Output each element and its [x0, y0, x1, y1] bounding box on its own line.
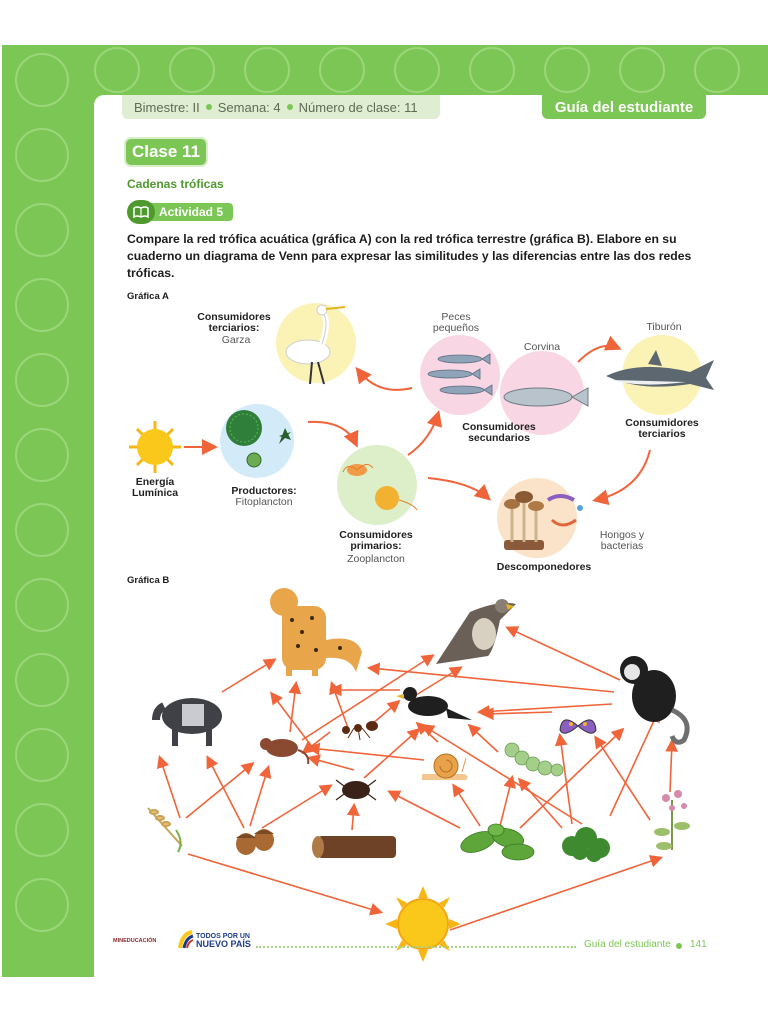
fungi-bacteria-name: Hongos y bacterias	[599, 529, 645, 552]
jaguar-icon	[270, 588, 362, 676]
primary-consumers-title: Consumidores primarios:	[339, 529, 413, 552]
ant-icon	[342, 721, 378, 740]
book-icon	[127, 200, 155, 224]
shark-name: Tiburón	[646, 321, 682, 333]
activity-label: Actividad 5	[145, 203, 233, 221]
snail-icon	[422, 754, 468, 780]
tertiary-consumers-heron-title: Consumidores terciarios:	[197, 311, 271, 334]
zooplankton-bubble	[337, 445, 417, 525]
corvina-name: Corvina	[523, 341, 561, 353]
class-number-label: Número de clase: 11	[298, 99, 418, 115]
footer-guide-label: Guía del estudiante	[584, 939, 671, 950]
section-subtitle: Cadenas tróficas	[127, 177, 224, 191]
light-energy-title: Energía Lumínica	[131, 476, 179, 499]
tapir-icon	[156, 698, 222, 746]
sun-icon	[385, 886, 461, 962]
mineducacion-logo: MINEDUCACIÓN	[113, 938, 157, 944]
acorn-icon	[236, 829, 274, 855]
log-icon	[312, 836, 396, 858]
guide-tab: Guía del estudiante	[542, 95, 706, 119]
tertiary-consumers-title: Consumidores terciarios	[625, 417, 699, 440]
monkey-icon	[620, 656, 687, 742]
zooplankton-name: Zooplancton	[347, 553, 405, 565]
todos-por-un-nuevo-pais-logo	[196, 933, 251, 949]
colombia-flag-icon	[178, 930, 194, 950]
semana-label: Semana: 4	[217, 99, 281, 115]
footer-dot	[676, 943, 682, 949]
sun-icon	[129, 421, 181, 473]
footer-divider	[256, 946, 576, 948]
bimestre-label: Bimestre: II	[134, 99, 200, 115]
secondary-consumers-title: Consumidores secundarios	[462, 421, 536, 444]
shrub-icon	[562, 827, 610, 862]
producers-title: Productores:	[231, 485, 297, 497]
phytoplankton-bubble	[220, 404, 294, 478]
flower-icon	[654, 790, 690, 850]
beetle-icon	[336, 780, 376, 800]
caterpillar-icon	[505, 743, 563, 776]
rat-icon	[260, 738, 308, 764]
phytoplankton-name: Fitoplancton	[235, 496, 293, 508]
graph-b-label: Gráfica B	[127, 575, 170, 586]
graph-a-label: Gráfica A	[127, 291, 169, 302]
page-number: 141	[690, 939, 707, 950]
small-fish-name: Peces pequeños	[432, 311, 480, 334]
leaves-icon	[458, 824, 534, 860]
hawk-icon	[436, 599, 516, 664]
bird-icon	[396, 687, 472, 720]
class-title-badge: Clase 11	[126, 139, 206, 165]
instructions-text: Compare la red trófica acuática (gráfica A) con la red trófica terrestre (gráfica B). Elabore en su cuaderno un diagrama de Venn para expresar las similitudes y las diferencias entre las dos redes tróficas.	[127, 232, 692, 280]
heron-name: Garza	[221, 334, 251, 346]
logo-line-2: NUEVO PAÍS	[196, 939, 251, 949]
butterfly-icon	[560, 720, 596, 733]
wheat-icon	[148, 808, 182, 852]
decomposers-title: Descomponedores	[496, 561, 592, 573]
logo-line-1: TODOS POR UN	[196, 933, 250, 940]
